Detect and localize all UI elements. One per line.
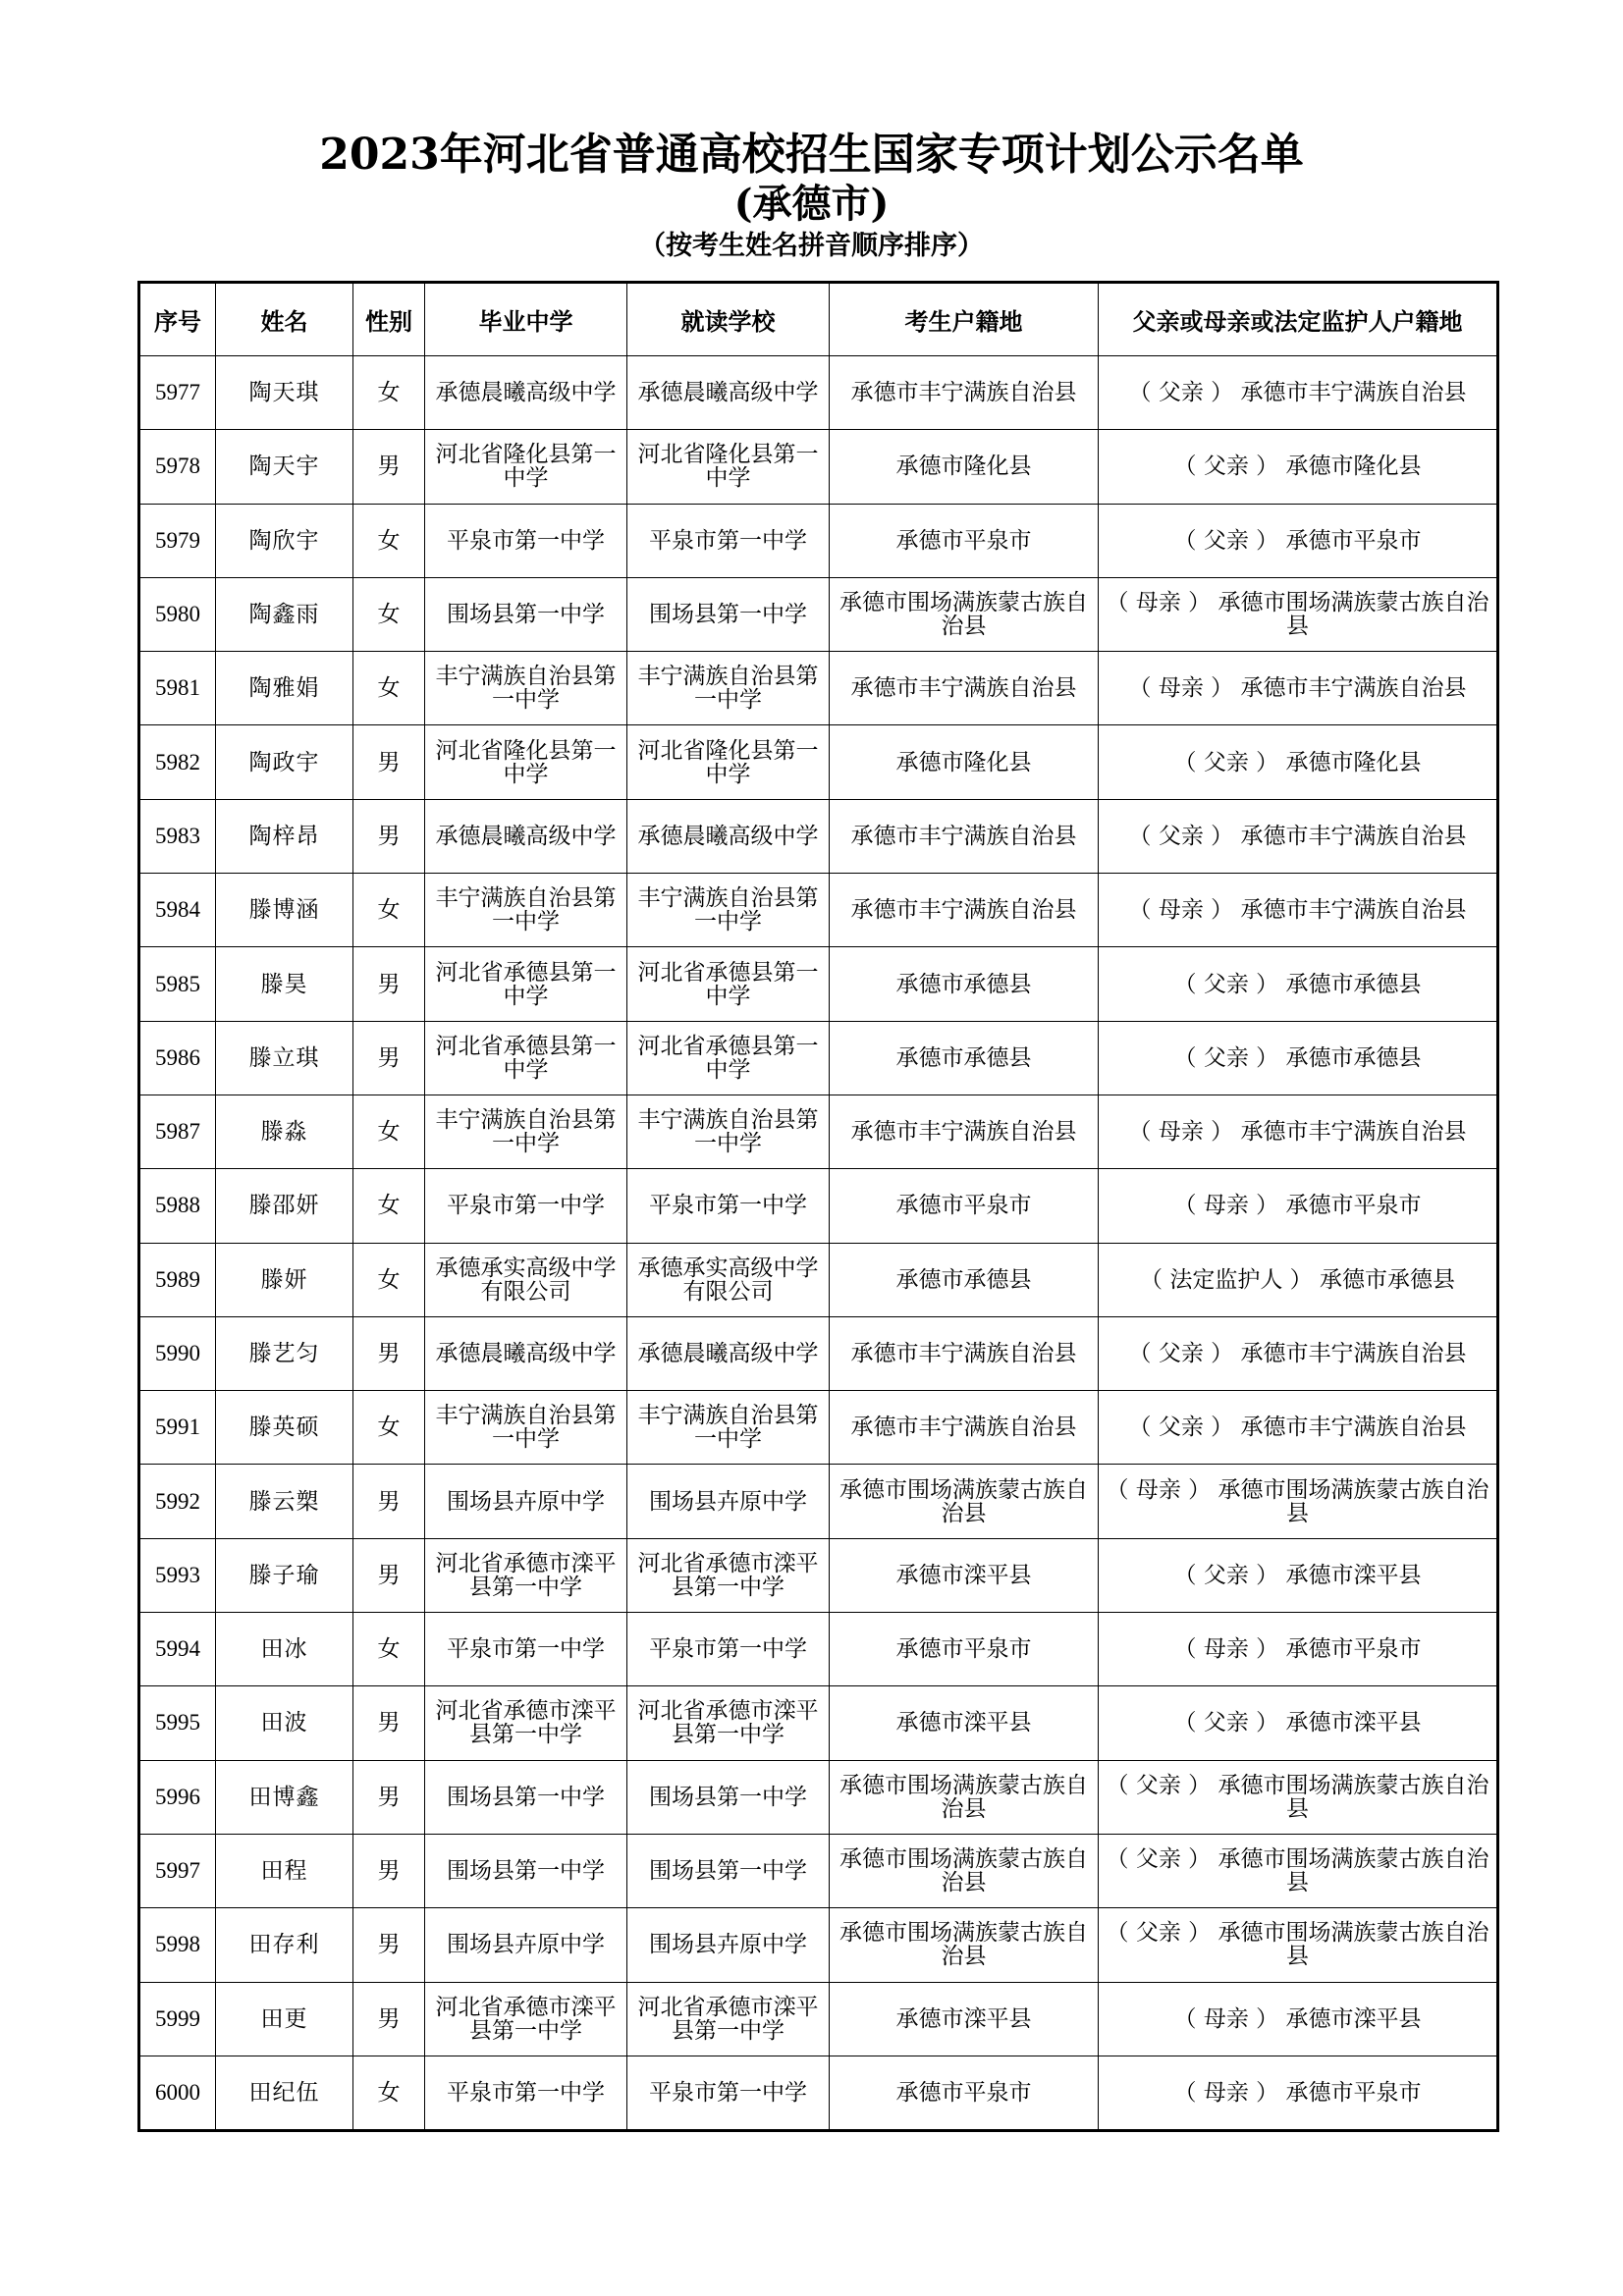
table-row (139, 1908, 1498, 1982)
cell-current-school: 河北省承德县第一中学 (627, 947, 830, 1021)
cell-current-school: 平泉市第一中学 (627, 1169, 830, 1243)
cell-guardian-hukou: （ 母亲 ） 承德市平泉市 (1099, 1613, 1498, 1686)
cell-hukou: 承德市丰宁满族自治县 (830, 874, 1099, 947)
cell-current-school: 河北省隆化县第一中学 (627, 430, 830, 504)
table-row (139, 1243, 1498, 1316)
cell-guardian-hukou: （ 父亲 ） 承德市围场满族蒙古族自治县 (1099, 1760, 1498, 1834)
cell-name: 滕妍 (216, 1243, 353, 1316)
cell-current-school: 河北省隆化县第一中学 (627, 725, 830, 799)
cell-gender: 女 (353, 874, 425, 947)
cell-name: 陶梓昂 (216, 799, 353, 873)
cell-gender: 女 (353, 1243, 425, 1316)
cell-guardian-hukou: （ 父亲 ） 承德市隆化县 (1099, 725, 1498, 799)
cell-number: 5986 (139, 1021, 216, 1095)
cell-name: 陶天宇 (216, 430, 353, 504)
cell-guardian-hukou: （ 父亲 ） 承德市围场满族蒙古族自治县 (1099, 1908, 1498, 1982)
cell-hukou: 承德市围场满族蒙古族自治县 (830, 577, 1099, 651)
cell-name: 滕邵妍 (216, 1169, 353, 1243)
cell-current-school: 承德晨曦高级中学 (627, 1316, 830, 1390)
cell-guardian-hukou: （ 父亲 ） 承德市丰宁满族自治县 (1099, 356, 1498, 430)
cell-hukou: 承德市丰宁满族自治县 (830, 799, 1099, 873)
cell-number: 5998 (139, 1908, 216, 1982)
cell-gender: 男 (353, 799, 425, 873)
cell-current-school: 丰宁满族自治县第一中学 (627, 1095, 830, 1168)
cell-hukou: 承德市滦平县 (830, 1686, 1099, 1760)
cell-name: 滕博涵 (216, 874, 353, 947)
roster-table (137, 281, 1499, 2132)
cell-gender: 女 (353, 2056, 425, 2130)
table-row (139, 430, 1498, 504)
cell-current-school: 围场县卉原中学 (627, 1465, 830, 1538)
cell-guardian-hukou: （ 法定监护人 ） 承德市承德县 (1099, 1243, 1498, 1316)
cell-number: 5996 (139, 1760, 216, 1834)
cell-grad-school: 承德晨曦高级中学 (425, 356, 627, 430)
cell-hukou: 承德市围场满族蒙古族自治县 (830, 1908, 1099, 1982)
cell-gender: 男 (353, 1021, 425, 1095)
cell-current-school: 围场县卉原中学 (627, 1908, 830, 1982)
column-header-hukou: 考生户籍地 (830, 283, 1099, 356)
cell-guardian-hukou: （ 母亲 ） 承德市围场满族蒙古族自治县 (1099, 1465, 1498, 1538)
cell-gender: 女 (353, 1613, 425, 1686)
column-header-grad-school: 毕业中学 (425, 283, 627, 356)
cell-grad-school: 河北省隆化县第一中学 (425, 430, 627, 504)
cell-grad-school: 围场县卉原中学 (425, 1465, 627, 1538)
cell-current-school: 河北省承德市滦平县第一中学 (627, 1982, 830, 2056)
cell-grad-school: 河北省承德县第一中学 (425, 1021, 627, 1095)
cell-guardian-hukou: （ 父亲 ） 承德市滦平县 (1099, 1538, 1498, 1612)
cell-gender: 男 (353, 1465, 425, 1538)
table-row (139, 2056, 1498, 2130)
cell-number: 5980 (139, 577, 216, 651)
cell-number: 5999 (139, 1982, 216, 2056)
cell-gender: 女 (353, 652, 425, 725)
table-row (139, 1538, 1498, 1612)
cell-guardian-hukou: （ 母亲 ） 承德市平泉市 (1099, 1169, 1498, 1243)
document-subtitle: (承德市) (733, 181, 890, 227)
cell-guardian-hukou: （ 母亲 ） 承德市围场满族蒙古族自治县 (1099, 577, 1498, 651)
cell-gender: 男 (353, 1760, 425, 1834)
cell-name: 滕艺匀 (216, 1316, 353, 1390)
cell-name: 田波 (216, 1686, 353, 1760)
cell-current-school: 平泉市第一中学 (627, 2056, 830, 2130)
cell-name: 陶鑫雨 (216, 577, 353, 651)
cell-hukou: 承德市围场满族蒙古族自治县 (830, 1465, 1099, 1538)
cell-grad-school: 围场县第一中学 (425, 1760, 627, 1834)
cell-guardian-hukou: （ 父亲 ） 承德市丰宁满族自治县 (1099, 1316, 1498, 1390)
cell-current-school: 承德晨曦高级中学 (627, 356, 830, 430)
cell-current-school: 承德晨曦高级中学 (627, 799, 830, 873)
roster-body (139, 356, 1498, 2131)
cell-number: 5994 (139, 1613, 216, 1686)
cell-hukou: 承德市丰宁满族自治县 (830, 1316, 1099, 1390)
cell-number: 5992 (139, 1465, 216, 1538)
cell-grad-school: 河北省承德市滦平县第一中学 (425, 1538, 627, 1612)
cell-grad-school: 丰宁满族自治县第一中学 (425, 652, 627, 725)
cell-grad-school: 丰宁满族自治县第一中学 (425, 1095, 627, 1168)
cell-name: 田存利 (216, 1908, 353, 1982)
cell-name: 滕立琪 (216, 1021, 353, 1095)
table-row (139, 1613, 1498, 1686)
cell-gender: 男 (353, 1538, 425, 1612)
cell-grad-school: 平泉市第一中学 (425, 2056, 627, 2130)
cell-hukou: 承德市承德县 (830, 1243, 1099, 1316)
cell-guardian-hukou: （ 父亲 ） 承德市丰宁满族自治县 (1099, 1391, 1498, 1465)
cell-number: 6000 (139, 2056, 216, 2130)
cell-grad-school: 平泉市第一中学 (425, 1169, 627, 1243)
table-row (139, 799, 1498, 873)
table-row (139, 652, 1498, 725)
cell-guardian-hukou: （ 父亲 ） 承德市围场满族蒙古族自治县 (1099, 1834, 1498, 1907)
table-row (139, 874, 1498, 947)
cell-current-school: 围场县第一中学 (627, 577, 830, 651)
table-row (139, 1465, 1498, 1538)
cell-current-school: 丰宁满族自治县第一中学 (627, 652, 830, 725)
cell-name: 田冰 (216, 1613, 353, 1686)
table-row (139, 947, 1498, 1021)
cell-gender: 男 (353, 725, 425, 799)
cell-guardian-hukou: （ 父亲 ） 承德市滦平县 (1099, 1686, 1498, 1760)
cell-gender: 男 (353, 1316, 425, 1390)
cell-current-school: 平泉市第一中学 (627, 1613, 830, 1686)
cell-grad-school: 平泉市第一中学 (425, 1613, 627, 1686)
cell-hukou: 承德市丰宁满族自治县 (830, 652, 1099, 725)
cell-grad-school: 承德晨曦高级中学 (425, 1316, 627, 1390)
cell-current-school: 承德承实高级中学有限公司 (627, 1243, 830, 1316)
cell-number: 5987 (139, 1095, 216, 1168)
cell-number: 5985 (139, 947, 216, 1021)
cell-current-school: 围场县第一中学 (627, 1834, 830, 1907)
cell-name: 滕昊 (216, 947, 353, 1021)
cell-guardian-hukou: （ 母亲 ） 承德市平泉市 (1099, 2056, 1498, 2130)
cell-hukou: 承德市承德县 (830, 947, 1099, 1021)
cell-hukou: 承德市平泉市 (830, 1613, 1099, 1686)
table-row (139, 1021, 1498, 1095)
table-row (139, 1834, 1498, 1907)
cell-hukou: 承德市围场满族蒙古族自治县 (830, 1834, 1099, 1907)
table-row (139, 356, 1498, 430)
cell-hukou: 承德市滦平县 (830, 1982, 1099, 2056)
cell-hukou: 承德市围场满族蒙古族自治县 (830, 1760, 1099, 1834)
table-row (139, 1686, 1498, 1760)
cell-current-school: 围场县第一中学 (627, 1760, 830, 1834)
table-row (139, 1169, 1498, 1243)
column-header-gender: 性别 (353, 283, 425, 356)
cell-grad-school: 河北省承德县第一中学 (425, 947, 627, 1021)
cell-hukou: 承德市承德县 (830, 1021, 1099, 1095)
cell-number: 5977 (139, 356, 216, 430)
cell-grad-school: 围场县第一中学 (425, 577, 627, 651)
cell-current-school: 河北省承德市滦平县第一中学 (627, 1686, 830, 1760)
cell-guardian-hukou: （ 母亲 ） 承德市丰宁满族自治县 (1099, 874, 1498, 947)
cell-name: 陶天琪 (216, 356, 353, 430)
cell-number: 5991 (139, 1391, 216, 1465)
cell-guardian-hukou: （ 母亲 ） 承德市丰宁满族自治县 (1099, 1095, 1498, 1168)
cell-guardian-hukou: （ 母亲 ） 承德市滦平县 (1099, 1982, 1498, 2056)
cell-grad-school: 承德承实高级中学有限公司 (425, 1243, 627, 1316)
cell-gender: 男 (353, 1908, 425, 1982)
cell-hukou: 承德市平泉市 (830, 504, 1099, 577)
cell-hukou: 承德市丰宁满族自治县 (830, 356, 1099, 430)
cell-name: 田程 (216, 1834, 353, 1907)
cell-number: 5979 (139, 504, 216, 577)
cell-gender: 男 (353, 430, 425, 504)
column-header-no: 序号 (139, 283, 216, 356)
cell-guardian-hukou: （ 父亲 ） 承德市丰宁满族自治县 (1099, 799, 1498, 873)
cell-number: 5995 (139, 1686, 216, 1760)
cell-number: 5982 (139, 725, 216, 799)
cell-grad-school: 围场县卉原中学 (425, 1908, 627, 1982)
column-header-name: 姓名 (216, 283, 353, 356)
sort-note: （按考生姓名拼音顺序排序） (639, 231, 984, 261)
cell-name: 田更 (216, 1982, 353, 2056)
table-row (139, 1316, 1498, 1390)
cell-grad-school: 丰宁满族自治县第一中学 (425, 874, 627, 947)
table-row (139, 1982, 1498, 2056)
cell-hukou: 承德市隆化县 (830, 430, 1099, 504)
cell-gender: 女 (353, 1391, 425, 1465)
cell-name: 滕淼 (216, 1095, 353, 1168)
cell-gender: 女 (353, 356, 425, 430)
cell-number: 5978 (139, 430, 216, 504)
cell-number: 5990 (139, 1316, 216, 1390)
table-row (139, 725, 1498, 799)
cell-gender: 男 (353, 1834, 425, 1907)
cell-gender: 男 (353, 1982, 425, 2056)
cell-hukou: 承德市滦平县 (830, 1538, 1099, 1612)
cell-hukou: 承德市平泉市 (830, 1169, 1099, 1243)
cell-number: 5983 (139, 799, 216, 873)
cell-hukou: 承德市丰宁满族自治县 (830, 1095, 1099, 1168)
column-header-current-school: 就读学校 (627, 283, 830, 356)
cell-hukou: 承德市隆化县 (830, 725, 1099, 799)
cell-name: 陶欣宇 (216, 504, 353, 577)
cell-current-school: 河北省承德市滦平县第一中学 (627, 1538, 830, 1612)
cell-gender: 女 (353, 1169, 425, 1243)
cell-name: 滕子瑜 (216, 1538, 353, 1612)
cell-hukou: 承德市平泉市 (830, 2056, 1099, 2130)
cell-name: 田博鑫 (216, 1760, 353, 1834)
cell-number: 5989 (139, 1243, 216, 1316)
cell-number: 5997 (139, 1834, 216, 1907)
table-row (139, 1760, 1498, 1834)
cell-grad-school: 丰宁满族自治县第一中学 (425, 1391, 627, 1465)
cell-current-school: 丰宁满族自治县第一中学 (627, 1391, 830, 1465)
cell-hukou: 承德市丰宁满族自治县 (830, 1391, 1099, 1465)
cell-guardian-hukou: （ 父亲 ） 承德市承德县 (1099, 1021, 1498, 1095)
cell-grad-school: 平泉市第一中学 (425, 504, 627, 577)
cell-grad-school: 河北省隆化县第一中学 (425, 725, 627, 799)
cell-name: 滕英硕 (216, 1391, 353, 1465)
cell-number: 5981 (139, 652, 216, 725)
cell-grad-school: 承德晨曦高级中学 (425, 799, 627, 873)
table-row (139, 577, 1498, 651)
document-title: 2023年河北省普通高校招生国家专项计划公示名单 (319, 130, 1304, 180)
cell-gender: 女 (353, 504, 425, 577)
cell-gender: 男 (353, 947, 425, 1021)
cell-gender: 女 (353, 577, 425, 651)
cell-grad-school: 围场县第一中学 (425, 1834, 627, 1907)
cell-number: 5988 (139, 1169, 216, 1243)
cell-current-school: 平泉市第一中学 (627, 504, 830, 577)
cell-name: 滕云槊 (216, 1465, 353, 1538)
cell-guardian-hukou: （ 母亲 ） 承德市丰宁满族自治县 (1099, 652, 1498, 725)
cell-guardian-hukou: （ 父亲 ） 承德市隆化县 (1099, 430, 1498, 504)
cell-number: 5984 (139, 874, 216, 947)
cell-name: 田纪伍 (216, 2056, 353, 2130)
table-row (139, 504, 1498, 577)
cell-name: 陶政宇 (216, 725, 353, 799)
cell-current-school: 河北省承德县第一中学 (627, 1021, 830, 1095)
cell-current-school: 丰宁满族自治县第一中学 (627, 874, 830, 947)
table-row (139, 1391, 1498, 1465)
header-row (139, 283, 1498, 356)
cell-guardian-hukou: （ 父亲 ） 承德市平泉市 (1099, 504, 1498, 577)
cell-grad-school: 河北省承德市滦平县第一中学 (425, 1982, 627, 2056)
table-row (139, 1095, 1498, 1168)
column-header-guardian-hukou: 父亲或母亲或法定监护人户籍地 (1099, 283, 1498, 356)
cell-number: 5993 (139, 1538, 216, 1612)
cell-gender: 男 (353, 1686, 425, 1760)
cell-grad-school: 河北省承德市滦平县第一中学 (425, 1686, 627, 1760)
cell-name: 陶雅娟 (216, 652, 353, 725)
cell-guardian-hukou: （ 父亲 ） 承德市承德县 (1099, 947, 1498, 1021)
cell-gender: 女 (353, 1095, 425, 1168)
